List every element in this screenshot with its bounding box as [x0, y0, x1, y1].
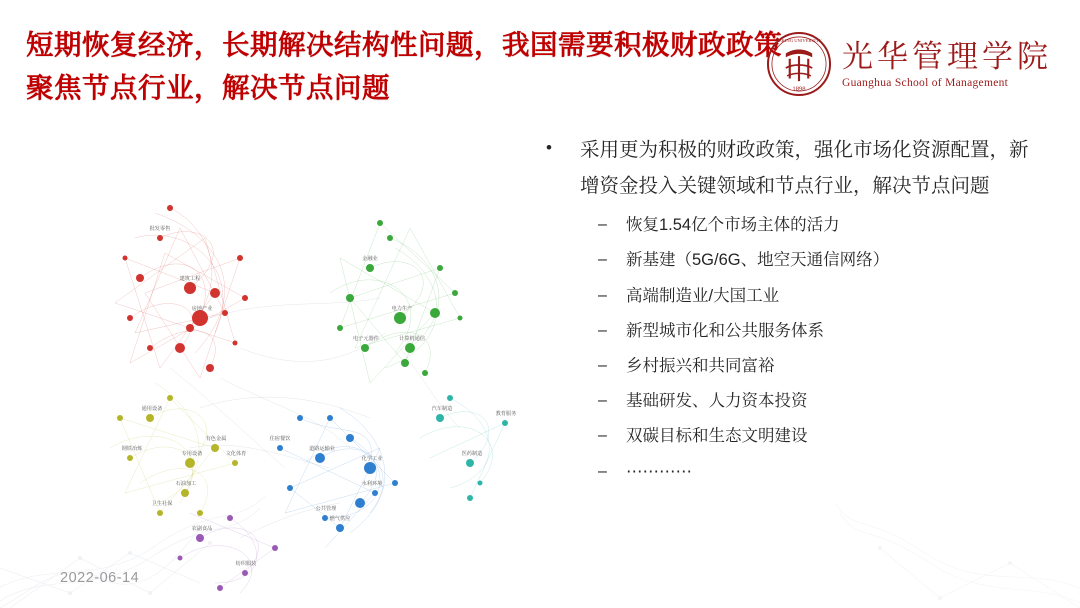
- svg-text:1898: 1898: [792, 85, 806, 93]
- slide-date: 2022-06-14: [60, 570, 140, 586]
- list-item-label: 新基建（5G/6G、地空天通信网络）: [626, 251, 890, 270]
- svg-text:文化体育: 文化体育: [225, 451, 247, 457]
- svg-text:通用设备: 通用设备: [141, 406, 163, 412]
- list-item: [598, 459, 1046, 486]
- dash-marker-icon: –: [598, 392, 607, 410]
- dash-marker-icon: –: [598, 216, 607, 234]
- svg-text:石油加工: 石油加工: [175, 481, 197, 487]
- main-bullet: [546, 132, 1046, 204]
- list-item: [598, 318, 1046, 345]
- content-column: [546, 132, 1046, 494]
- svg-text:计算机通信: 计算机通信: [399, 336, 425, 342]
- svg-text:住宿餐饮: 住宿餐饮: [269, 436, 291, 442]
- list-item: [598, 388, 1046, 415]
- list-item-label: 基础研发、人力资本投资: [626, 392, 808, 411]
- svg-text:批发零售: 批发零售: [149, 226, 171, 232]
- svg-text:化学工业: 化学工业: [361, 456, 383, 462]
- svg-text:金融业: 金融业: [362, 256, 378, 262]
- list-item-label: 高端制造业/大国工业: [626, 286, 780, 305]
- svg-text:医药制造: 医药制造: [461, 451, 483, 457]
- svg-text:建筑工程: 建筑工程: [179, 276, 201, 282]
- svg-text:电子元器件: 电子元器件: [353, 336, 379, 342]
- list-item: [598, 247, 1046, 274]
- svg-text:房地产业: 房地产业: [191, 306, 213, 312]
- svg-text:PEKING UNIVERSITY: PEKING UNIVERSITY: [776, 38, 822, 44]
- school-logo: [766, 26, 1052, 102]
- list-item-label: 双碳目标和生态文明建设: [626, 427, 808, 446]
- sub-bullet-list: [546, 212, 1046, 485]
- dash-marker-icon: –: [598, 427, 607, 445]
- list-item: [598, 283, 1046, 310]
- logo-name-cn: 光华管理学院: [842, 39, 1052, 75]
- list-item-label: 新型城市化和公共服务体系: [626, 321, 824, 340]
- bullet-marker-icon: •: [546, 138, 552, 157]
- svg-text:水利环境: 水利环境: [361, 481, 383, 487]
- corner-decoration-right: [860, 508, 1080, 608]
- svg-text:农副食品: 农副食品: [191, 526, 213, 532]
- list-item: [598, 212, 1046, 239]
- svg-text:汽车制造: 汽车制造: [431, 406, 453, 412]
- dash-marker-icon: –: [598, 321, 607, 339]
- logo-name-en: Guanghua School of Management: [842, 76, 1009, 89]
- list-item-label: ⋯⋯⋯⋯: [626, 462, 692, 481]
- svg-text:专用设备: 专用设备: [181, 451, 203, 457]
- dash-marker-icon: –: [598, 357, 607, 374]
- svg-text:有色金属: 有色金属: [205, 436, 227, 442]
- svg-text:钢铁冶炼: 钢铁冶炼: [121, 446, 143, 452]
- dash-marker-icon: –: [598, 251, 607, 269]
- list-item-label: 恢复1.54亿个市场主体的活力: [626, 216, 840, 235]
- svg-text:道路运输业: 道路运输业: [309, 446, 335, 452]
- peking-university-seal-icon: [766, 31, 832, 97]
- svg-text:燃气供应: 燃气供应: [329, 516, 351, 522]
- slide-title: 短期恢复经济，长期解决结构性问题，我国需要积极财政政策聚焦节点行业，解决节点问题: [26, 29, 782, 103]
- list-item: [598, 423, 1046, 450]
- svg-text:电力生产: 电力生产: [391, 306, 413, 312]
- list-item-label: 乡村振兴和共同富裕: [626, 357, 775, 375]
- svg-text:教育服务: 教育服务: [495, 411, 517, 417]
- svg-text:卫生社保: 卫生社保: [151, 501, 173, 507]
- dash-marker-icon: –: [598, 286, 607, 304]
- main-bullet-text: 采用更为积极的财政政策，强化市场化资源配置，新增资金投入关键领域和节点行业，解决节点问题: [580, 139, 1029, 198]
- industry-network-graph: [40, 118, 540, 567]
- svg-text:纺织服装: 纺织服装: [235, 561, 257, 567]
- list-item: [598, 353, 1046, 380]
- svg-text:公共管理: 公共管理: [315, 506, 337, 512]
- dash-marker-icon: –: [598, 462, 607, 480]
